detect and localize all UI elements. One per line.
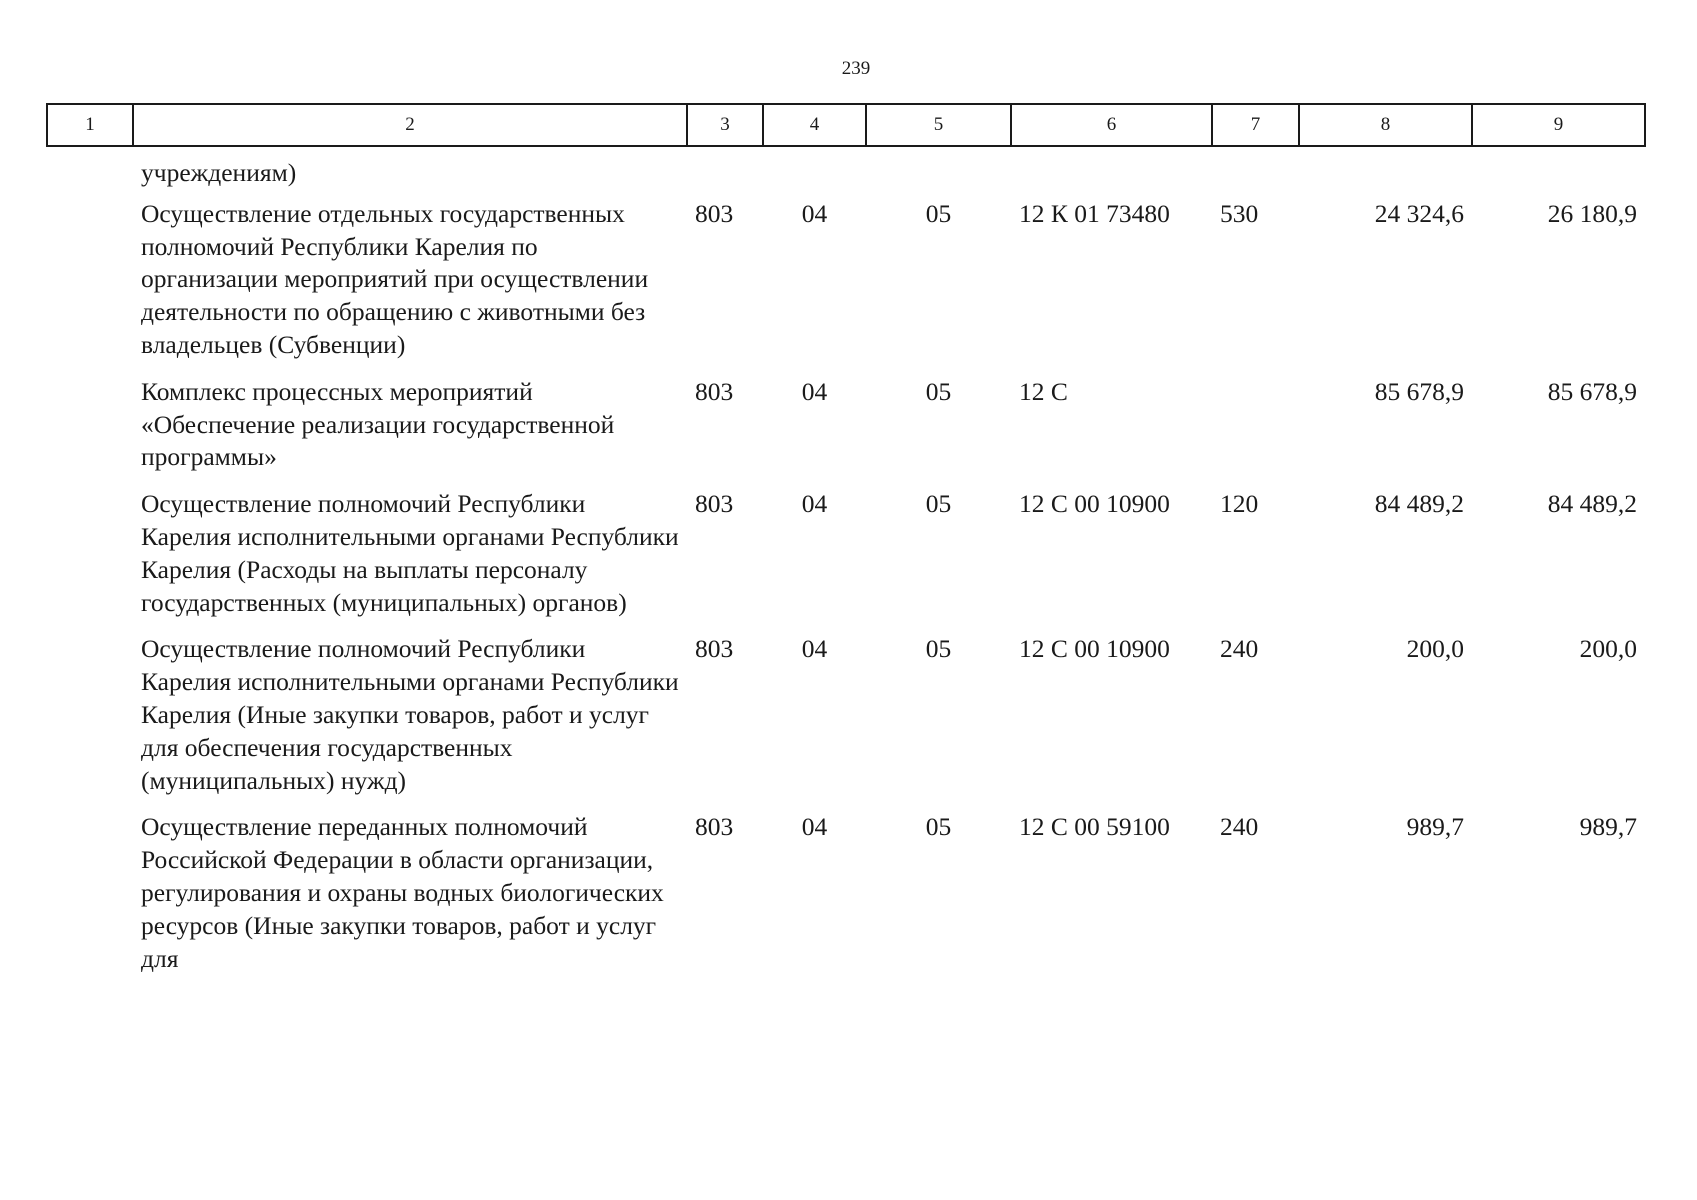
table-row [47,146,1645,198]
row-number-cell [47,633,133,811]
header-cell-2: 2 [133,104,687,146]
amount-2-cell [1472,146,1645,198]
table-row [47,811,1645,989]
item-name-cell: Комплекс процессных мероприятий «Обеспечение реализации государственной программы» [141,376,615,472]
amount-2-cell: 26 180,9 [1547,198,1637,228]
amount-1-cell: 200,0 [1406,634,1464,664]
expense-type-cell [1212,376,1299,488]
table-header [47,104,1645,146]
ministry-code-cell: 803 [695,489,734,519]
subsection-code-cell: 05 [925,376,952,406]
expense-type-cell: 120 [1220,489,1259,519]
header-cell-3: 3 [687,104,763,146]
section-code-cell: 04 [801,634,828,664]
ministry-code-cell: 803 [695,198,734,228]
ministry-code-cell: 803 [695,812,734,842]
row-number-cell [47,376,133,488]
budget-table [46,103,1646,989]
expense-type-cell: 240 [1220,634,1259,664]
table-row [47,488,1645,633]
header-cell-5: 5 [866,104,1011,146]
section-code-cell: 04 [801,198,828,228]
section-code-cell [763,146,866,198]
header-cell-1: 1 [47,104,133,146]
row-number-cell [47,198,133,376]
table-row [47,198,1645,376]
target-article-cell: 12 С 00 10900 [1019,489,1170,519]
subsection-code-cell: 05 [925,489,952,519]
section-code-cell: 04 [801,376,828,406]
ministry-code-cell: 803 [695,376,734,406]
expense-type-cell: 240 [1220,812,1259,842]
amount-1-cell: 85 678,9 [1374,376,1464,406]
subsection-code-cell: 05 [925,198,952,228]
table-row [47,633,1645,811]
expense-type-cell: 530 [1220,198,1259,228]
amount-2-cell: 989,7 [1579,812,1637,842]
page-number: 239 [841,58,871,79]
amount-1-cell [1299,146,1472,198]
ministry-code-cell: 803 [695,634,734,664]
item-name-cell: Осуществление отдельных государственных полномочий Республики Карелия по организации мероприятий при осуществлении деятельности по обращению с животными без владельцев (Субвенции) [141,198,649,359]
target-article-cell: 12 С [1019,376,1068,406]
subsection-code-cell: 05 [925,634,952,664]
ministry-code-cell [687,146,763,198]
amount-1-cell: 24 324,6 [1374,198,1464,228]
subsection-code-cell: 05 [925,812,952,842]
header-cell-8: 8 [1299,104,1472,146]
expense-type-cell [1212,146,1299,198]
subsection-code-cell [866,146,1011,198]
amount-2-cell: 84 489,2 [1547,489,1637,519]
item-name-cell: Осуществление переданных полномочий Российской Федерации в области организации, регулирования и охраны водных биологических ресурсов (Иные закупки товаров, работ и услуг для [141,812,664,973]
amount-1-cell: 989,7 [1406,812,1464,842]
item-name-cell: учреждениям) [141,158,297,187]
section-code-cell: 04 [801,489,828,519]
target-article-cell: 12 С 00 59100 [1019,812,1170,842]
amount-2-cell: 200,0 [1579,634,1637,664]
header-row [47,104,1645,146]
item-name-cell: Осуществление полномочий Республики Карелия исполнительными органами Республики Карелия (Расходы на выплаты персоналу государственных (муниципальных) органов) [141,489,679,617]
header-cell-7: 7 [1212,104,1299,146]
item-name-cell: Осуществление полномочий Республики Карелия исполнительными органами Республики Карелия (Иные закупки товаров, работ и услуг для обеспечения государственных (муниципальных) нужд) [141,634,679,795]
header-cell-9: 9 [1472,104,1645,146]
target-article-cell: 12 С 00 10900 [1019,634,1170,664]
header-cell-4: 4 [763,104,866,146]
target-article-cell: 12 К 01 73480 [1019,198,1170,228]
section-code-cell: 04 [801,812,828,842]
table-row [47,376,1645,488]
row-number-cell [47,488,133,633]
table-body [47,146,1645,989]
target-article-cell [1011,146,1212,198]
header-cell-6: 6 [1011,104,1212,146]
row-number-cell [47,146,133,198]
amount-2-cell: 85 678,9 [1547,376,1637,406]
row-number-cell [47,811,133,989]
amount-1-cell: 84 489,2 [1374,489,1464,519]
